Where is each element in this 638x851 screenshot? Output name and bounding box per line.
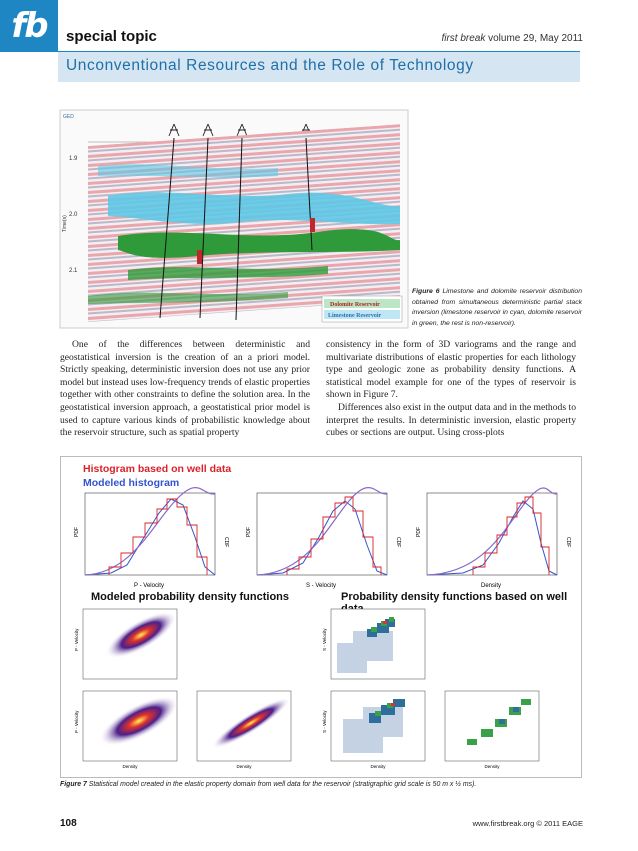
section-topic: special topic	[66, 28, 157, 45]
figure-7-caption-text: Statistical model created in the elastic property domain from well data for the reservoir (stratigraphic grid scale is 50 m x ½ ms).	[86, 781, 477, 788]
dens-ylabel: S - Velocity	[322, 710, 327, 733]
modeled-pdf-p-velocity	[75, 607, 179, 687]
figure-6-caption	[412, 287, 582, 329]
dens-ylabel: P - Velocity	[74, 710, 79, 733]
figure-6-caption-text: Limestone and dolomite reservoir distribution obtained from simultaneous deterministic partial stack inversion (limestone reservoir in cyan, dolomite reservoir in green, the rest is non-reservoir).	[412, 288, 582, 327]
figure-7-label: Figure 7	[60, 781, 87, 788]
figure-tag: GED	[63, 114, 74, 120]
dens-xlabel: Density	[122, 764, 138, 769]
body-paragraph: consistency in the form of 3D variograms and the range and multivariate distributions of elastic properties for each lithology type and geologic zone as probability density functions. A statistical model example for one of the types of reservoir is shown in Figure 7.	[326, 339, 576, 401]
fb-logo: fb	[0, 0, 58, 52]
legend-dolomite: Dolomite Reservoir	[330, 302, 380, 308]
time-tick: 1.9	[69, 156, 78, 162]
title-band	[58, 52, 580, 82]
well-pdf-s-velocity	[323, 607, 427, 687]
hist-ylabel: PDF	[416, 527, 422, 537]
time-tick: 2.0	[69, 212, 78, 218]
issue-info	[441, 33, 583, 44]
body-column-left	[60, 339, 310, 440]
hist-y2label: CDF	[223, 537, 229, 548]
well-pdf-s-velocity-density	[323, 689, 427, 769]
figure-6-label: Figure 6	[412, 288, 440, 295]
hist-xlabel: P - Velocity	[134, 583, 164, 589]
body-column-right	[326, 339, 576, 440]
page-title: Unconventional Resources and the Role of Technology	[66, 57, 474, 74]
hist-y2label: CDF	[565, 537, 571, 548]
modeled-pdf-s-velocity-density	[189, 689, 293, 769]
footer-copyright: www.firstbreak.org © 2011 EAGE	[472, 819, 583, 828]
figure-7-caption	[60, 781, 580, 788]
dens-xlabel: Density	[236, 764, 252, 769]
well-pdf-heading: Probability density functions based on well	[341, 591, 568, 603]
header-bar	[58, 0, 638, 52]
dens-xlabel: Density	[370, 764, 386, 769]
legend-limestone: Limestone Reservoir	[328, 313, 382, 319]
dens-ylabel: P - Velocity	[74, 628, 79, 651]
time-tick: 2.1	[69, 268, 78, 274]
hist-xlabel: Density	[480, 583, 502, 589]
body-paragraph: Differences also exist in the output data and in the methods to interpret the results. In deterministic inversion, elastic property cubes or sections are output. Using cross-plots	[326, 401, 576, 439]
histogram-density	[413, 487, 573, 591]
hist-ylabel: PDF	[246, 527, 252, 537]
dens-xlabel: Density	[484, 764, 500, 769]
histogram-p-velocity	[71, 487, 231, 591]
modeled-pdf-heading: Modeled probability density functions	[91, 591, 290, 603]
seismic-section-figure	[60, 110, 408, 328]
hist-ylabel: PDF	[74, 527, 80, 537]
hist-y2label: CDF	[395, 537, 401, 548]
page-number: 108	[60, 818, 77, 829]
journal-name: first break	[441, 33, 486, 44]
legend-histogram-model: Modeled histogram	[83, 477, 180, 489]
legend-histogram-well: Histogram based on well data	[83, 463, 232, 475]
dens-ylabel: S - Velocity	[322, 628, 327, 651]
time-axis-label: Time(s)	[62, 215, 68, 232]
issue-number: volume 29, May 2011	[485, 33, 583, 44]
body-paragraph: One of the differences between deterministic and geostatistical inversion is the creation of an a priori model. Strictly speaking, deterministic inversion does not use any prior model but instead uses low-frequency trends of elastic properties together with other constraints to define the solution area. In the geostatistical inversion approach, a geostatistical prior model is used to capture various kinds of probabilistic knowledge about the reservoir structure, such as spatial property	[60, 339, 310, 439]
histogram-s-velocity	[243, 487, 403, 591]
well-pdf-density-scatter	[437, 689, 541, 769]
modeled-pdf-p-velocity-density	[75, 689, 179, 769]
hist-xlabel: S - Velocity	[305, 583, 337, 589]
figure-7	[60, 456, 582, 778]
